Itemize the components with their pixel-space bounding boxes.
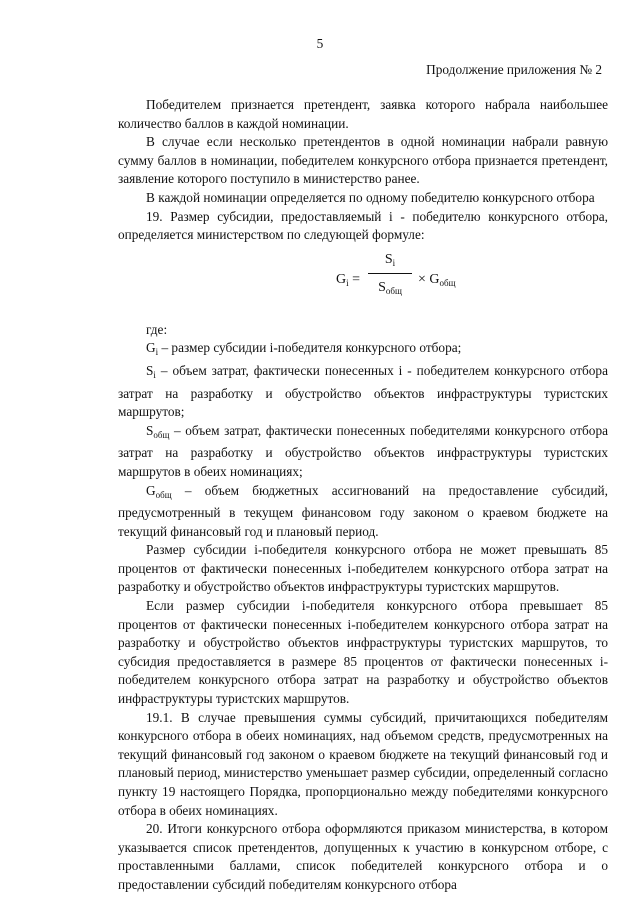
paragraph-one-winner: В каждой номинации определяется по одному победителю конкурсного отбора [146,189,595,205]
definition-gobsh: $G_{общ}$ – объем бюджетных ассигнований на предоставление субсидий, предусмотренный в текущем финансовом году законом о краевом бюджете на текущий финансовый год и плановый период. [118,482,608,539]
subsidy-formula [118,249,608,319]
document-body [118,96,608,895]
formula-lhs: $G_i$ = [336,271,361,288]
appendix-note: Продолжение приложения № 2 [426,62,602,77]
formula-rhs: × $G_{общ}$ [418,271,456,288]
page-number: 5 [316,36,324,51]
formula-denominator: $S_{общ}$ [378,279,402,296]
paragraph-tie: В случае если несколько претендентов в одной номинации набрали равную сумму баллов в номинации, победителем конкурсного отбора признается претендент, заявление которого поступило в министерство ранее. [118,134,608,187]
definition-sobsh: $S_{общ}$ – объем затрат, фактически понесенных победителями конкурсного отбора затрат на разработку и обустройство объектов инфраструктуры туристских маршрутов в обеих номинациях; [118,422,608,479]
paragraph-winner: Победителем признается претендент, заявка которого набрала наибольшее количество баллов в каждой номинации. [118,97,608,131]
formula-fraction-line [368,273,412,274]
paragraph-19: 19. Размер субсидии, предоставляемый i - победителю конкурсного отбора, определяется министерством по следующей формуле: [118,208,608,243]
paragraph-19-1: 19.1. В случае превышения суммы субсидий, причитающихся победителям конкурсного отбора в обеих номинациях, над объемом средств, предусмотренных на текущий финансовый год законом о краевом бюджете на текущий финансовый год и плановый период, министерство уменьшает размер субсидии, определенный согласно пункту 19 настоящего Порядка, пропорционально между победителями конкурсного отбора в обеих номинациях. [118,709,608,818]
where-label: где: [146,321,168,337]
formula-numerator: $S_i$ [384,251,396,268]
paragraph-excess: Если размер субсидии i-победителя конкурсного отбора превышает 85 процентов от фактически понесенных i-победителем конкурсного отбора затрат на разработку и обустройство объектов инфраструктуры туристских маршрутов, то субсидия предоставляется в размере 85 процентов от фактически понесенных i-победителем конкурсного отбора затрат на разработку и обустройство объектов инфраструктуры туристских маршрутов. [118,598,608,707]
definition-si: $S_i$ – объем затрат, фактически понесенных i - победителем конкурсного отбора затрат на разработку и обустройство объектов инфраструктуры туристских маршрутов; [118,362,608,420]
definition-gi: $G_i$ – размер субсидии i-победителя конкурсного отбора; [146,340,462,358]
paragraph-limit: Размер субсидии i-победителя конкурсного отбора не может превышать 85 процентов от фактически понесенных i-победителем конкурсного отбора затрат на разработку и обустройство объектов инфраструктуры туристских маршрутов. [118,542,608,595]
paragraph-20: 20. Итоги конкурсного отбора оформляются приказом министерства, в котором указывается список претендентов, допущенных к участию в конкурсном отборе, с проставленными баллами, список победителей конкурсного отбора и о предоставлении субсидий победителям конкурсного отбора [118,821,608,892]
